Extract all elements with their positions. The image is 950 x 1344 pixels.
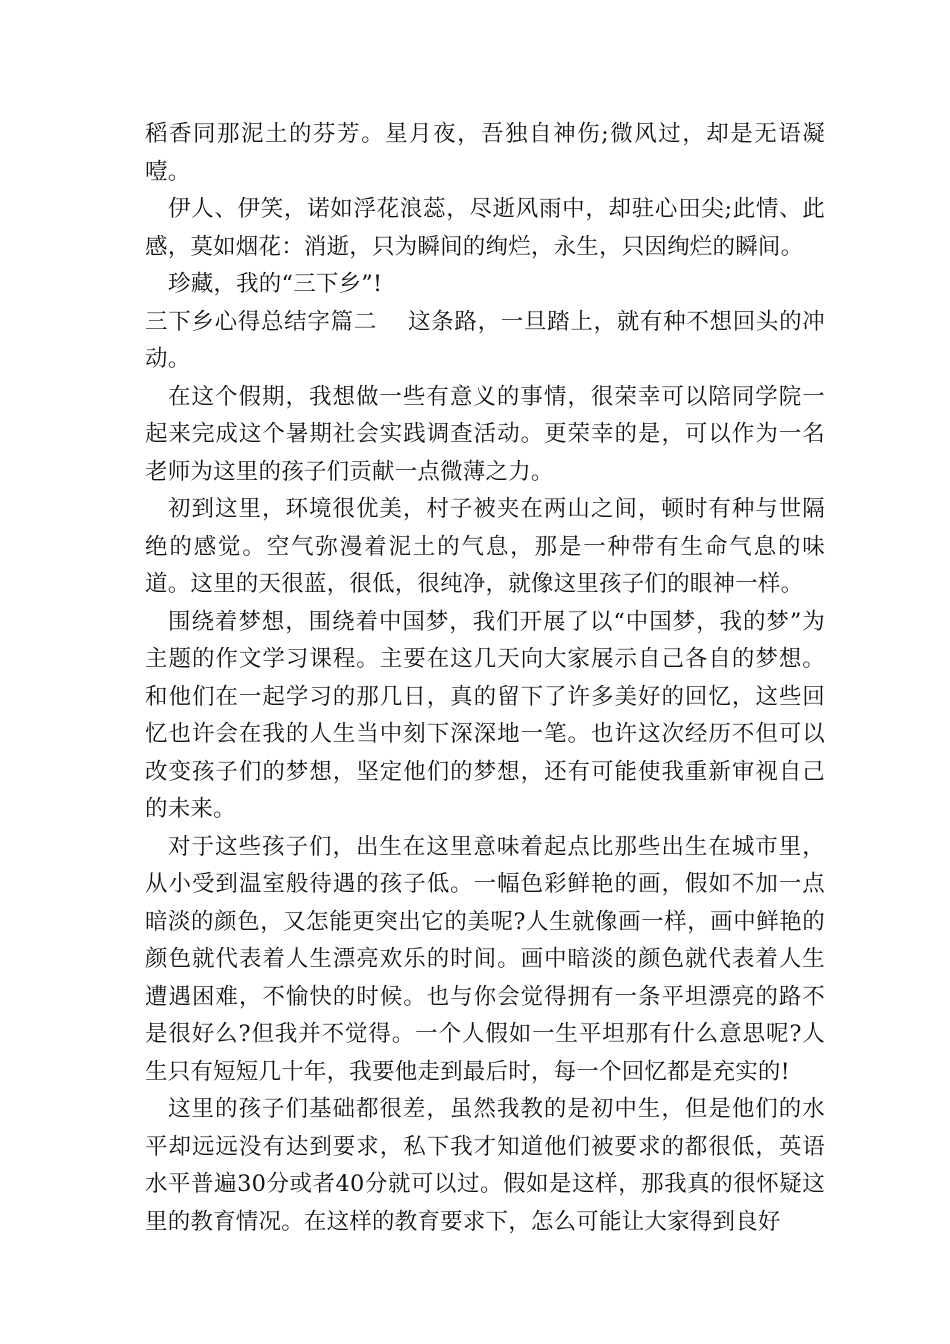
paragraph-8: 对于这些孩子们，出生在这里意味着起点比那些出生在城市里，从小受到温室般待遇的孩子低。一幅色彩鲜艳的画，假如不加一点暗淡的颜色，又怎能更突出它的美呢?人生就像画一样，画中鲜艳的颜色就代表着人生漂亮欢乐的时间。画中暗淡的颜色就代表着人生遭遇困难，不愉快的时候。也与你会觉得拥有一条平坦漂亮的路不是很好么?但我并不觉得。一个人假如一生平坦那有什么意思呢?人生只有短短几十年，我要他走到最后时，每一个回忆都是充实的! — [145, 833, 825, 1085]
paragraph-2: 伊人、伊笑，诺如浮花浪蕊，尽逝风雨中，却驻心田尖;此情、此感，莫如烟花：消逝，只为瞬间的绚烂，永生，只因绚烂的瞬间。 — [145, 196, 825, 260]
paragraph-7: 围绕着梦想，围绕着中国梦，我们开展了以“中国梦，我的梦”为主题的作文学习课程。主要在这几天向大家展示自己各自的梦想。和他们在一起学习的那几日，真的留下了许多美好的回忆，这些回忆也许会在我的人生当中刻下深深地一笔。也许这次经历不但可以改变孩子们的梦想，坚定他们的梦想，还有可能使我重新审视自己的未来。 — [145, 608, 825, 822]
paragraph-3: 珍藏，我的“三下乡”! — [168, 271, 383, 297]
paragraph-9: 这里的孩子们基础都很差，虽然我教的是初中生，但是他们的水平却远远没有达到要求，私下我才知道他们被要求的都很低，英语水平普遍30分或者40分就可以过。假如是这样，那我真的很怀疑这里的教育情况。在这样的教育要求下，怎么可能让大家得到良好 — [145, 1096, 825, 1235]
paragraph-5: 在这个假期，我想做一些有意义的事情，很荣幸可以陪同学院一起来完成这个暑期社会实践调查活动。更荣幸的是，可以作为一名老师为这里的孩子们贡献一点微薄之力。 — [145, 383, 825, 485]
section-heading-paragraph: 三下乡心得总结字篇二 这条路，一旦踏上，就有种不想回头的冲动。 — [145, 308, 825, 372]
paragraph-6: 初到这里，环境很优美，村子被夹在两山之间，顿时有种与世隔绝的感觉。空气弥漫着泥土的气息，那是一种带有生命气息的味道。这里的天很蓝，很低，很纯净，就像这里孩子们的眼神一样。 — [145, 496, 825, 597]
paragraph-1: 稻香同那泥土的芬芳。星月夜，吾独自神伤;微风过，却是无语凝噎。 — [145, 121, 825, 185]
document-body — [145, 116, 825, 1241]
